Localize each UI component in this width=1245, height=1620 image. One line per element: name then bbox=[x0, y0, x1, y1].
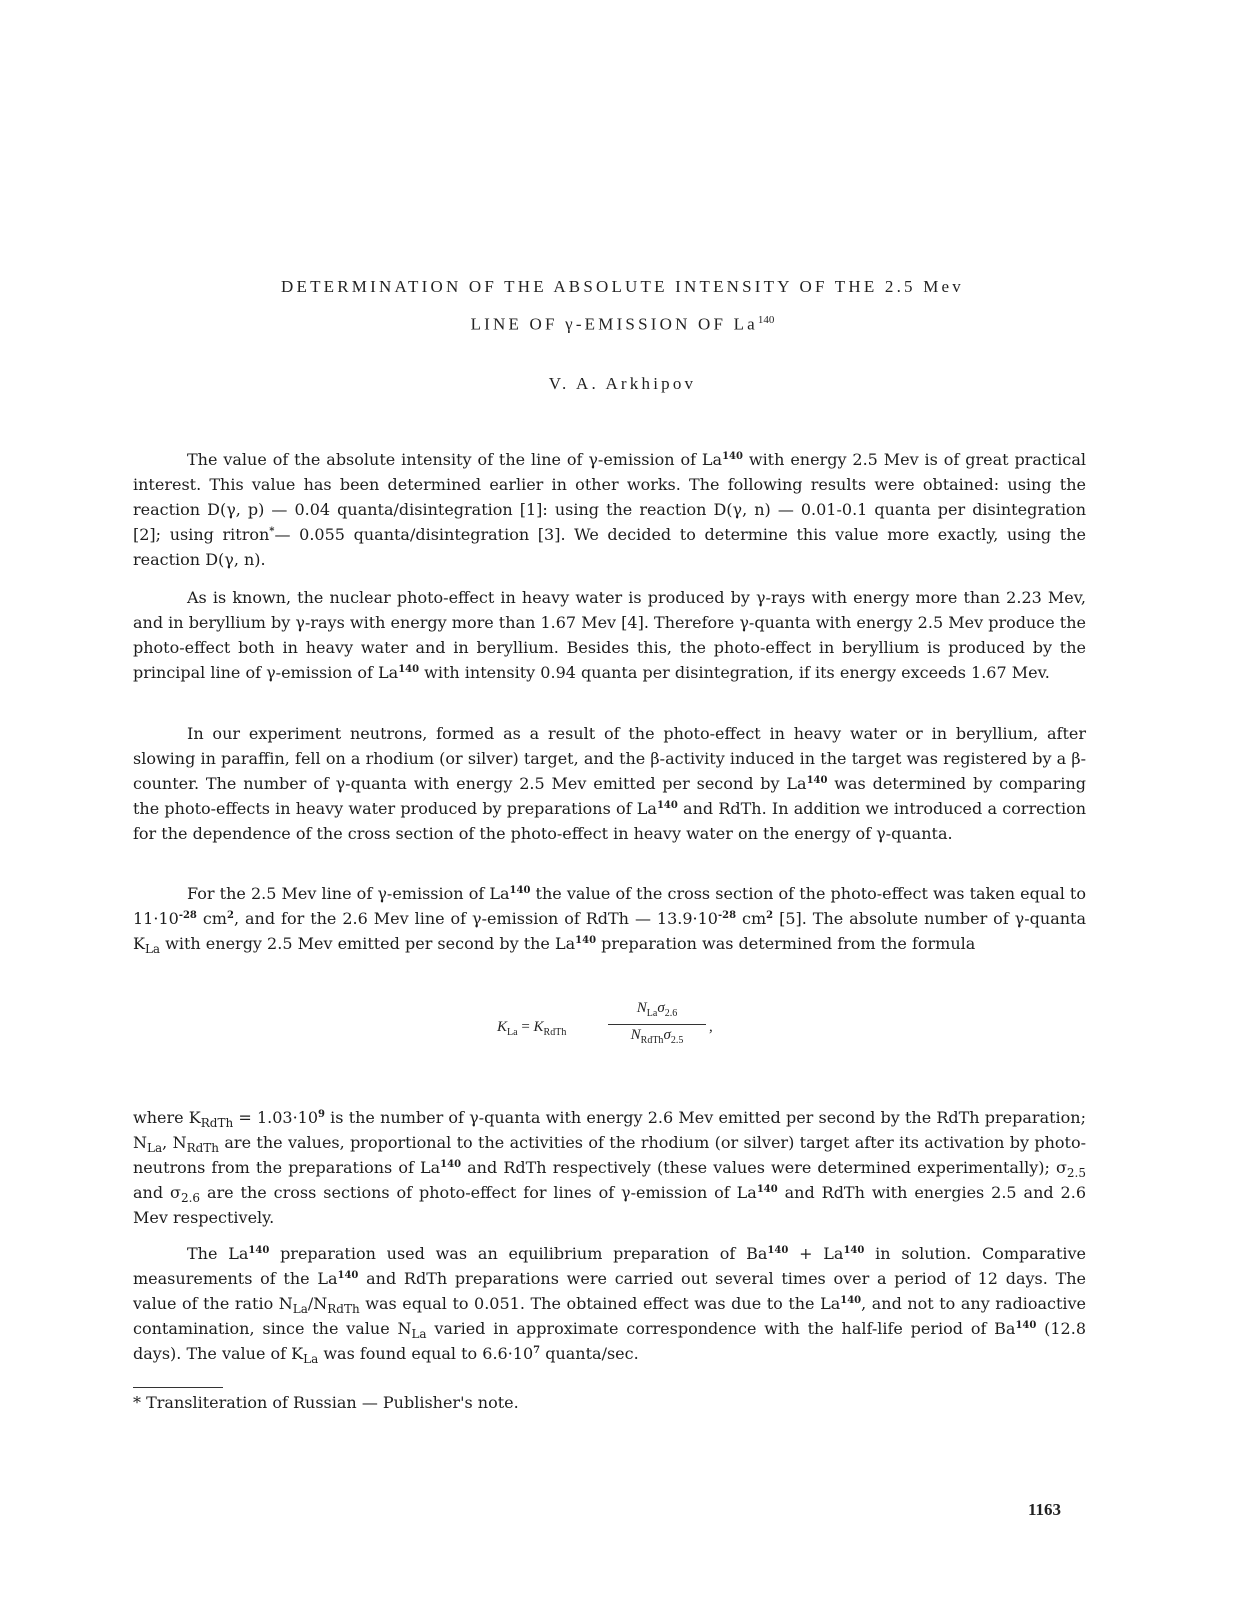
paragraph-5: where $K_{RdTh} = 1.03\cdot 10^9$ is the number of γ-quanta with energy 2.6 Mev emitted per second by the RdTh preparation; $N_{La}$, $N_{RdTh}$ are the values, proportional to the activities of the rhodium (or silver) target after its activation by photo-neutrons from the preparations of La$^{140}$ and RdTh respectively (these values were determined experimentally); $\sigma_{2.5}$ and $\sigma_{2.6}$ are the cross sections of photo-effect for lines of γ-emission of La$^{140}$ and RdTh with energies 2.5 and 2.6 Mev respectively. bbox=[133, 1108, 1087, 1227]
author: V. A. Arkhipov bbox=[548, 374, 697, 393]
title-line-2 bbox=[0, 314, 1245, 335]
formula-numerator: $N_{La}\sigma_{2.6}$ bbox=[636, 1000, 678, 1019]
paragraph-1: The value of the absolute intensity of the line of γ-emission of La$^{140}$ with energy 2.5 Mev is of great practical interest. This value has been determined earlier in other works. The following results were obtained: using the reaction D(γ, p) — 0.04 quanta/disintegration [1]: using the reaction D(γ, n) — 0.01-0.1 quanta per disintegration [2]; using ritron*— 0.055 quanta/disintegration [3]. We decided to determine this value more exactly, using the reaction D(γ, n). bbox=[133, 450, 1087, 569]
title-superscript: 140 bbox=[757, 314, 775, 326]
paragraph-2: As is known, the nuclear photo-effect in heavy water is produced by γ-rays with energy more than 2.23 Mev, and in beryllium by γ-rays with energy more than 1.67 Mev [4]. Therefore γ-quanta with energy 2.5 Mev produce the photo-effect both in heavy water and in beryllium. Besides this, the photo-effect in beryllium is produced by the principal line of γ-emission of La$^{140}$ with intensity 0.94 quanta per disintegration, if its energy exceeds 1.67 Mev. bbox=[133, 588, 1086, 682]
title-line-1: DETERMINATION OF THE ABSOLUTE INTENSITY OF THE 2.5 Mev bbox=[281, 277, 964, 296]
formula-lhs: $K_{La} = K_{RdTh}$ bbox=[497, 1019, 567, 1038]
formula: $K_{La} = K_{RdTh}$ $N_{La}\sigma_{2.6}$ $N_{RdTh}\sigma_{2.5}$ , bbox=[497, 1000, 713, 1046]
fraction-bar bbox=[608, 1024, 706, 1025]
page-number: 1163 bbox=[1028, 1500, 1062, 1519]
paragraph-6: The La$^{140}$ preparation used was an equilibrium preparation of $Ba^{140} + La^{140}$ in solution. Comparative measurements of the La$^{140}$ and RdTh preparations were carried out several times over a period of 12 days. The value of the ratio $N_{La}/N_{RdTh}$ was equal to 0.051. The obtained effect was due to the La$^{140}$, and not to any radioactive contamination, since the value $N_{La}$ varied in approximate correspondence with the half-life period of Ba$^{140}$ (12.8 days). The value of $K_{La}$ was found equal to $6.6\cdot 10^7$ quanta/sec. bbox=[133, 1244, 1087, 1366]
formula-fraction bbox=[608, 1000, 706, 1046]
formula-denominator: $N_{RdTh}\sigma_{2.5}$ bbox=[630, 1027, 684, 1046]
paragraph-4: For the 2.5 Mev line of γ-emission of La$^{140}$ the value of the cross section of the photo-effect was taken equal to $11\cdot 10^{-28}$ $cm^2$, and for the 2.6 Mev line of γ-emission of RdTh — $13.9\cdot 10^{-28}$ $cm^2$ [5]. The absolute number of γ-quanta $K_{La}$ with energy 2.5 Mev emitted per second by the La$^{140}$ preparation was determined from the formula bbox=[133, 884, 1087, 956]
footnote-rule bbox=[133, 1387, 223, 1388]
footnote: * Transliteration of Russian — Publisher's note. bbox=[133, 1393, 519, 1412]
paragraph-3: In our experiment neutrons, formed as a result of the photo-effect in heavy water or in beryllium, after slowing in paraffin, fell on a rhodium (or silver) target, and the β-activity induced in the target was registered by a β-counter. The number of γ-quanta with energy 2.5 Mev emitted per second by La$^{140}$ was determined by comparing the photo-effects in heavy water produced by preparations of La$^{140}$ and RdTh. In addition we introduced a correction for the dependence of the cross section of the photo-effect in heavy water on the energy of γ-quanta. bbox=[133, 724, 1087, 843]
title-line-2-text: LINE OF γ-EMISSION OF La bbox=[470, 314, 758, 334]
